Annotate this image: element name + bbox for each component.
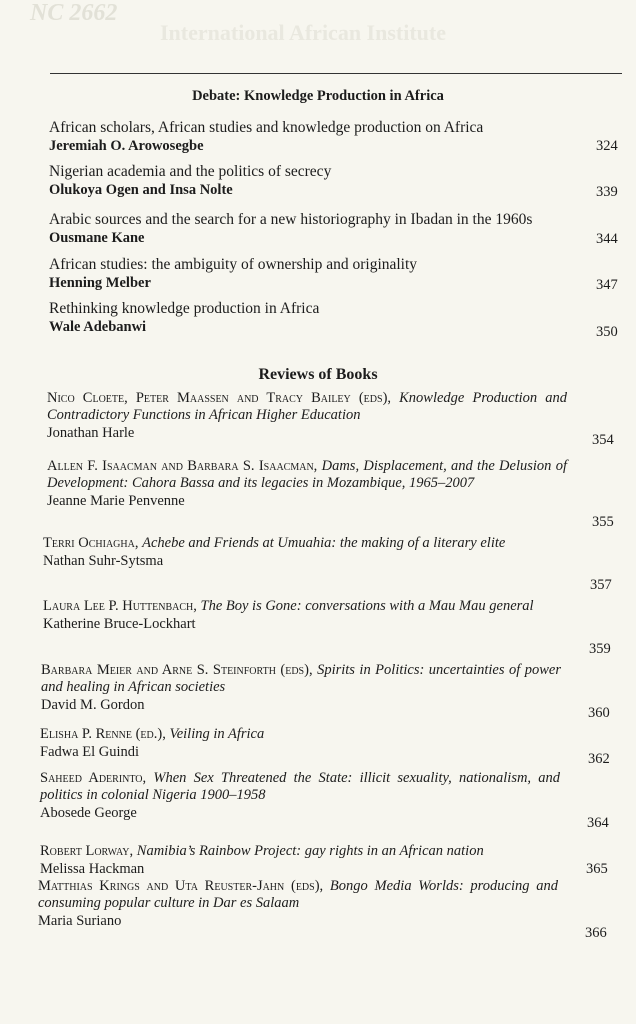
page-number: 359 [589,641,611,657]
review-authors: Nico Cloete, Peter Maassen and Tracy Bailey (eds), [47,390,392,406]
article-author: Jeremiah O. Arowosegbe [49,138,204,154]
article-title: Arabic sources and the search for a new historiography in Ibadan in the 1960s [49,211,533,228]
reviewer: David M. Gordon [41,697,145,713]
review-authors: Laura Lee P. Huttenbach, [43,598,197,614]
top-rule [50,73,622,74]
review-citation [41,662,561,696]
reviewer: Melissa Hackman [40,861,145,877]
page-number: 347 [596,277,618,293]
review-citation [43,535,563,552]
reviewer: Abosede George [40,805,137,821]
book-title: Dams, Displacement, and the Delusion of Development: Cahora Bassa and its legacies in Mozambique, 1965–2007 [47,458,567,491]
review-authors: Barbara Meier and Arne S. Steinforth (eds), [41,662,313,678]
reviewer: Jeanne Marie Penvenne [47,493,185,509]
show-through-title: International African Institute [160,20,446,45]
page-number: 365 [586,861,608,877]
debate-heading: Debate: Knowledge Production in Africa [192,88,444,104]
article-author: Wale Adebanwi [49,319,147,335]
review-authors: Allen F. Isaacman and Barbara S. Isaacman, [47,458,318,474]
review-citation [40,726,560,743]
page-number: 357 [590,577,612,593]
article-title: Nigerian academia and the politics of secrecy [49,163,332,180]
page-number: 339 [596,184,618,200]
review-authors: Elisha P. Renne (ed.), [40,726,166,742]
review-citation [47,458,567,492]
article-author: Henning Melber [49,275,151,291]
review-authors: Matthias Krings and Uta Reuster-Jahn (eds), [38,878,324,894]
page-number: 355 [592,514,614,530]
debate-entry [49,300,319,336]
reviews-heading: Reviews of Books [258,366,378,383]
review-citation [40,770,560,804]
review-citation [40,843,560,860]
review-entry [41,662,561,714]
page-number: 344 [596,231,618,247]
book-title: When Sex Threatened the State: illicit sexuality, nationalism, and politics in colonial Nigeria 1900–1958 [40,770,561,803]
page-number: 362 [588,751,610,767]
reviewer: Katherine Bruce-Lockhart [43,616,196,632]
book-title: Achebe and Friends at Umuahia: the making of a literary elite [142,535,506,551]
handwritten-note: NC 2662 [30,0,118,26]
article-title: African scholars, African studies and knowledge production on Africa [49,119,484,136]
review-authors: Saheed Aderinto, [40,770,147,786]
book-title: Namibia’s Rainbow Project: gay rights in an African nation [136,843,484,859]
article-author: Ousmane Kane [49,230,145,246]
book-title: Knowledge Production and Contradictory Functions in African Higher Education [47,390,568,423]
review-citation [47,390,567,424]
debate-entry [49,163,331,199]
reviewer: Nathan Suhr-Sytsma [43,553,164,569]
review-entry [47,390,567,442]
review-entry [47,458,567,510]
review-authors: Terri Ochiagha, [43,535,139,551]
review-entry [40,726,560,761]
reviewer: Fadwa El Guindi [40,744,140,760]
page-number: 354 [592,432,614,448]
book-title: Spirits in Politics: uncertainties of power and healing in African societies [41,662,561,695]
article-author: Olukoya Ogen and Insa Nolte [49,182,233,198]
debate-entry [49,256,417,292]
book-title: Veiling in Africa [169,726,265,742]
page-number: 350 [596,324,618,340]
review-entry [40,843,560,878]
debate-entry [49,211,532,247]
review-authors: Robert Lorway, [40,843,134,859]
review-entry [40,770,560,822]
book-title: Bongo Media Worlds: producing and consuming popular culture in Dar es Salaam [38,878,558,911]
page-number: 366 [585,925,607,941]
reviewer: Jonathan Harle [47,425,135,441]
page-number: 360 [588,705,610,721]
review-entry [43,535,563,570]
review-entry [38,878,558,930]
debate-entry [49,119,483,155]
book-title: The Boy is Gone: conversations with a Mau Mau general [200,598,534,614]
article-title: Rethinking knowledge production in Africa [49,300,320,317]
page-number: 364 [587,815,609,831]
review-entry [43,598,563,633]
page-number: 324 [596,138,618,154]
article-title: African studies: the ambiguity of ownership and originality [49,256,418,273]
review-citation [43,598,563,615]
review-citation [38,878,558,912]
reviewer: Maria Suriano [38,913,122,929]
